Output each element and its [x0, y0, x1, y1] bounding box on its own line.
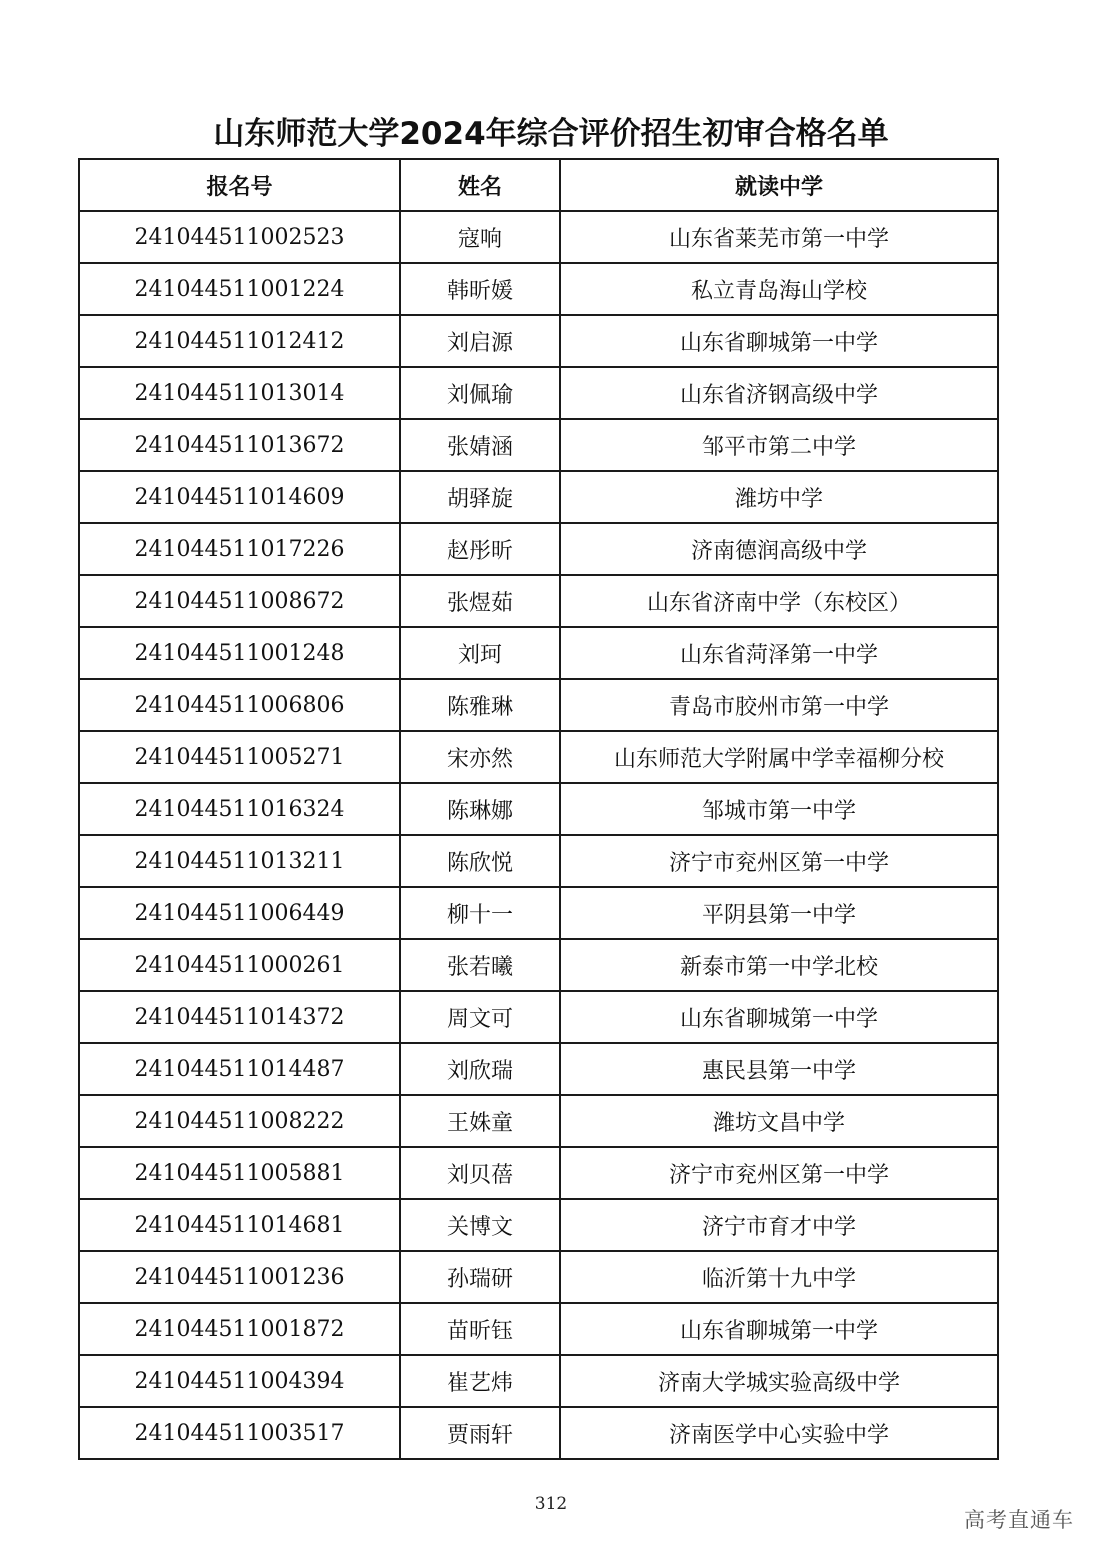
school-cell: 济宁市育才中学 — [560, 1199, 998, 1251]
student-name-cell: 孙瑞研 — [400, 1251, 560, 1303]
school-cell: 山东省莱芜市第一中学 — [560, 211, 998, 263]
watermark-text: 高考直通车 — [964, 1508, 1074, 1532]
registration-number-cell: 241044511001872 — [79, 1303, 400, 1355]
table-row — [79, 835, 998, 887]
registration-number-cell: 241044511003517 — [79, 1407, 400, 1459]
school-cell: 临沂第十九中学 — [560, 1251, 998, 1303]
school-cell: 潍坊中学 — [560, 471, 998, 523]
registration-number-cell: 241044511012412 — [79, 315, 400, 367]
student-name-cell: 张若曦 — [400, 939, 560, 991]
registration-number-cell: 241044511013014 — [79, 367, 400, 419]
registration-number-cell: 241044511008222 — [79, 1095, 400, 1147]
registration-number-cell: 241044511001248 — [79, 627, 400, 679]
school-cell: 山东省聊城第一中学 — [560, 991, 998, 1043]
student-name-cell: 刘启源 — [400, 315, 560, 367]
student-name-cell: 陈雅琳 — [400, 679, 560, 731]
school-cell: 济宁市兖州区第一中学 — [560, 835, 998, 887]
table-row — [79, 731, 998, 783]
registration-number-cell: 241044511017226 — [79, 523, 400, 575]
table-row — [79, 1043, 998, 1095]
school-cell: 邹平市第二中学 — [560, 419, 998, 471]
registration-number-cell: 241044511014372 — [79, 991, 400, 1043]
table-row — [79, 523, 998, 575]
table-row — [79, 1147, 998, 1199]
school-cell: 潍坊文昌中学 — [560, 1095, 998, 1147]
registration-number-cell: 241044511016324 — [79, 783, 400, 835]
registration-number-cell: 241044511008672 — [79, 575, 400, 627]
column-header-registration-number: 报名号 — [79, 159, 400, 211]
student-name-cell: 韩昕媛 — [400, 263, 560, 315]
student-name-cell: 刘欣瑞 — [400, 1043, 560, 1095]
student-name-cell: 赵彤昕 — [400, 523, 560, 575]
school-cell: 济南大学城实验高级中学 — [560, 1355, 998, 1407]
registration-number-cell: 241044511014487 — [79, 1043, 400, 1095]
student-name-cell: 崔艺炜 — [400, 1355, 560, 1407]
school-cell: 济南医学中心实验中学 — [560, 1407, 998, 1459]
student-name-cell: 宋亦然 — [400, 731, 560, 783]
student-name-cell: 贾雨轩 — [400, 1407, 560, 1459]
school-cell: 私立青岛海山学校 — [560, 263, 998, 315]
table-row — [79, 679, 998, 731]
table-row — [79, 783, 998, 835]
school-cell: 青岛市胶州市第一中学 — [560, 679, 998, 731]
table-row — [79, 1355, 998, 1407]
school-cell: 惠民县第一中学 — [560, 1043, 998, 1095]
school-cell: 邹城市第一中学 — [560, 783, 998, 835]
table-row — [79, 1251, 998, 1303]
registration-number-cell: 241044511004394 — [79, 1355, 400, 1407]
student-name-cell: 张煜茹 — [400, 575, 560, 627]
school-cell: 新泰市第一中学北校 — [560, 939, 998, 991]
page-number: 312 — [534, 1494, 568, 1514]
table-row — [79, 471, 998, 523]
student-name-cell: 张婧涵 — [400, 419, 560, 471]
table-row — [79, 939, 998, 991]
table-row — [79, 1407, 998, 1459]
table-row — [79, 575, 998, 627]
school-cell: 山东省菏泽第一中学 — [560, 627, 998, 679]
student-name-cell: 柳十一 — [400, 887, 560, 939]
column-header-name: 姓名 — [400, 159, 560, 211]
registration-number-cell: 241044511013211 — [79, 835, 400, 887]
table-row — [79, 991, 998, 1043]
admission-list-table — [78, 158, 999, 1460]
table-row — [79, 367, 998, 419]
registration-number-cell: 241044511000261 — [79, 939, 400, 991]
registration-number-cell: 241044511006806 — [79, 679, 400, 731]
student-name-cell: 刘珂 — [400, 627, 560, 679]
school-cell: 济南德润高级中学 — [560, 523, 998, 575]
page-title: 山东师范大学2024年综合评价招生初审合格名单 — [213, 116, 889, 152]
student-name-cell: 关博文 — [400, 1199, 560, 1251]
school-cell: 山东省聊城第一中学 — [560, 315, 998, 367]
table-row — [79, 1199, 998, 1251]
table-row — [79, 263, 998, 315]
student-name-cell: 陈琳娜 — [400, 783, 560, 835]
student-name-cell: 苗昕钰 — [400, 1303, 560, 1355]
table-row — [79, 627, 998, 679]
student-name-cell: 王姝童 — [400, 1095, 560, 1147]
table-row — [79, 419, 998, 471]
registration-number-cell: 241044511006449 — [79, 887, 400, 939]
student-name-cell: 周文可 — [400, 991, 560, 1043]
school-cell: 山东省济南中学（东校区） — [560, 575, 998, 627]
registration-number-cell: 241044511001224 — [79, 263, 400, 315]
table-row — [79, 887, 998, 939]
table-row — [79, 1303, 998, 1355]
column-header-school: 就读中学 — [560, 159, 998, 211]
table-row — [79, 1095, 998, 1147]
registration-number-cell: 241044511013672 — [79, 419, 400, 471]
student-name-cell: 刘佩瑜 — [400, 367, 560, 419]
student-name-cell: 胡驿旋 — [400, 471, 560, 523]
table-row — [79, 211, 998, 263]
table-header-row — [79, 159, 998, 211]
student-name-cell: 寇响 — [400, 211, 560, 263]
school-cell: 山东省济钢高级中学 — [560, 367, 998, 419]
registration-number-cell: 241044511005271 — [79, 731, 400, 783]
student-name-cell: 刘贝蓓 — [400, 1147, 560, 1199]
registration-number-cell: 241044511014609 — [79, 471, 400, 523]
registration-number-cell: 241044511005881 — [79, 1147, 400, 1199]
table-row — [79, 315, 998, 367]
school-cell: 平阴县第一中学 — [560, 887, 998, 939]
registration-number-cell: 241044511014681 — [79, 1199, 400, 1251]
school-cell: 济宁市兖州区第一中学 — [560, 1147, 998, 1199]
school-cell: 山东师范大学附属中学幸福柳分校 — [560, 731, 998, 783]
registration-number-cell: 241044511002523 — [79, 211, 400, 263]
school-cell: 山东省聊城第一中学 — [560, 1303, 998, 1355]
student-name-cell: 陈欣悦 — [400, 835, 560, 887]
registration-number-cell: 241044511001236 — [79, 1251, 400, 1303]
